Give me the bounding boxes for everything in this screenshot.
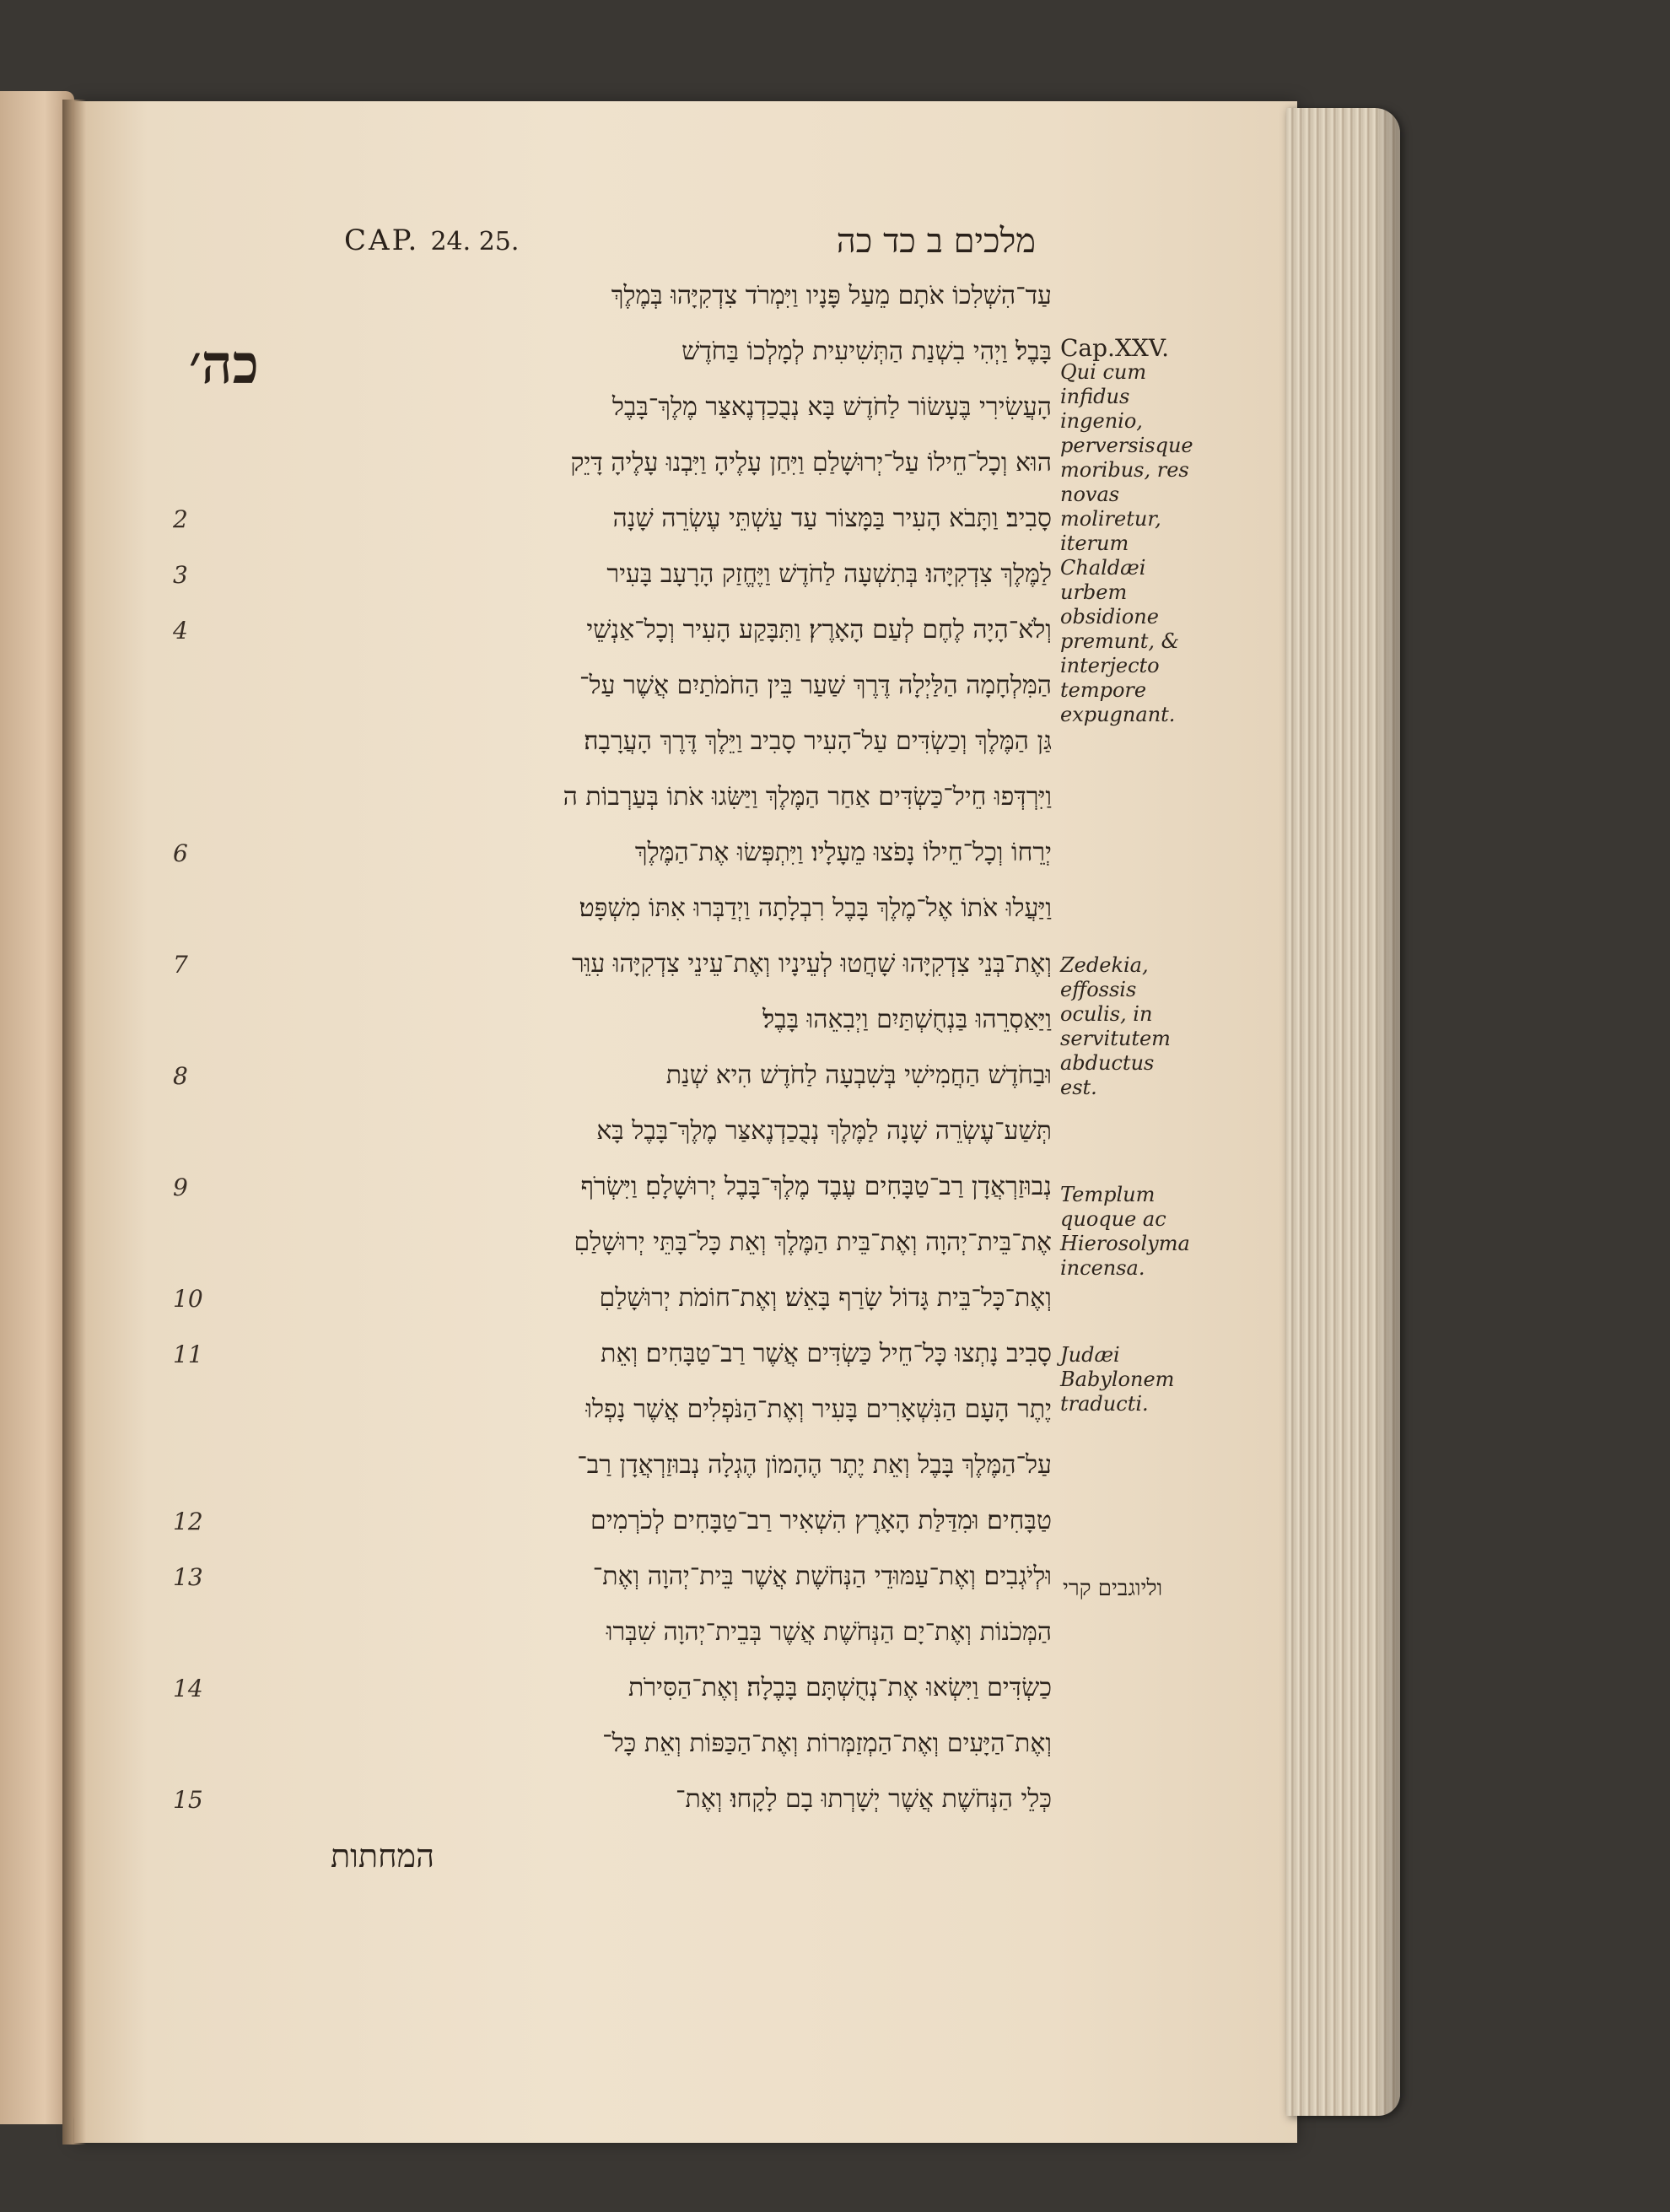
verse-number: 15 [173, 1785, 203, 1814]
margin-note-text: Zedekia, effossis oculis, in servitutem abductus est. [1060, 953, 1171, 1099]
text-line [173, 604, 1052, 656]
line-text: כְּלֵי הַנְּחֹשֶׁת אֲשֶׁר יְשָׁרְתוּ בָם לָקָחוּ׃ וְאֶת־ [675, 1784, 1052, 1814]
text-line [173, 715, 1052, 768]
line-text: בָּבֶל׃ וַיְהִי בִשְׁנַת הַתְּשִׁיעִית לְמָלְכוֹ בַּחֹדֶשׁ [681, 337, 1052, 366]
text-line [173, 381, 1052, 434]
margin-note-text: Templum quoque ac Hierosolyma incensa. [1060, 1183, 1190, 1280]
line-text: וְאֶת־בְּנֵי צִדְקִיָּהוּ שָׁחֲטוּ לְעֵינָיו וְאֶת־עֵינֵי צִדְקִיָּהוּ עִוֵּר [571, 949, 1052, 979]
text-line [173, 1328, 1052, 1380]
text-line [173, 1718, 1052, 1770]
verse-number: 2 [173, 504, 188, 533]
line-text: הַמִּלְחָמָה הַלַּיְלָה דֶּרֶךְ שַׁעַר בֵּין הַחֹמֹתַיִם אֲשֶׁר עַל־ [579, 671, 1052, 700]
text-line [173, 1161, 1052, 1213]
text-line [173, 1495, 1052, 1547]
line-text: נְבוּזַרְאֲדָן רַב־טַבָּחִים עֶבֶד מֶלֶךְ־בָּבֶל יְרוּשָׁלָםִ׃ וַיִּשְׂרֹף [580, 1172, 1052, 1201]
text-line [173, 1384, 1052, 1436]
text-line [173, 1272, 1052, 1325]
book-gutter [62, 100, 86, 2145]
verse-number: 7 [173, 950, 188, 979]
text-line [173, 1439, 1052, 1492]
verse-number: 10 [173, 1284, 203, 1313]
line-text: עַד־הִשְׁלִכוֹ אֹתָם מֵעַל פָּנָיו וַיִּמְרֹד צִדְקִיָּהוּ בְּמֶלֶךְ [611, 281, 1052, 310]
chapter-mark: כה׳ [189, 333, 259, 397]
verse-number: 3 [173, 560, 188, 589]
text-line [173, 1606, 1052, 1659]
catchword: המחתות [331, 1837, 434, 1875]
verse-number: 11 [173, 1340, 203, 1368]
line-text: גַּן הַמֶּלֶךְ וְכַשְׂדִּים עַל־הָעִיר סָבִיב וַיֵּלֶךְ דֶּרֶךְ הָעֲרָבָה׃ [584, 726, 1052, 756]
text-line [173, 437, 1052, 489]
text-line [173, 660, 1052, 712]
line-text: וּבַחֹדֶשׁ הַחֲמִישִׁי בְּשִׁבְעָה לַחֹדֶשׁ הִיא שְׁנַת [665, 1060, 1052, 1090]
text-line [173, 827, 1052, 879]
line-text: אֶת־בֵּית־יְהוָה וְאֶת־בֵּית הַמֶּלֶךְ וְאֵת כָּל־בָּתֵּי יְרוּשָׁלַםִ [574, 1227, 1052, 1257]
line-text: הוּא וְכָל־חֵילוֹ עַל־יְרוּשָׁלַםִ וַיִּחַן עָלֶיהָ וַיִּבְנוּ עָלֶיהָ דָּיֵק [570, 448, 1052, 477]
line-text: הָעֲשִׂירִי בֶּעָשׂוֹר לַחֹדֶשׁ בָּא נְבֻכַדְנֶאצַּר מֶלֶךְ־בָּבֶל [611, 392, 1052, 422]
text-line [173, 1049, 1052, 1102]
text-line [173, 938, 1052, 990]
running-head-hebrew: מלכים ב כד כה [836, 221, 1036, 261]
hebrew-text-block [173, 270, 1052, 1890]
line-text: סָבִיב׃ וַתָּבֹא הָעִיר בַּמָּצוֹר עַד עַשְׁתֵּי עֶשְׂרֵה שָׁנָה [612, 504, 1052, 533]
verse-number: 9 [173, 1173, 188, 1201]
margin-note-text: Judæi Babylonem traducti. [1060, 1343, 1175, 1416]
verse-number: 8 [173, 1061, 188, 1090]
text-line [173, 771, 1052, 823]
line-text: סָבִיב נָתְצוּ כָּל־חֵיל כַּשְׂדִּים אֲשֶׁר רַב־טַבָּחִים׃ וְאֵת [601, 1339, 1052, 1368]
margin-note-3 [1060, 1183, 1197, 1281]
margin-note-4 [1060, 1343, 1197, 1416]
verse-number: 14 [173, 1674, 203, 1702]
margin-note-2 [1060, 953, 1197, 1100]
line-text: יְרֵחוֹ וְכָל־חֵילוֹ נָפֹצוּ מֵעָלָיו׃ וַיִּתְפְּשׂוּ אֶת־הַמֶּלֶךְ [634, 838, 1052, 867]
text-line [173, 270, 1052, 322]
line-text: וַיַּאַסְרֵהוּ בַּנְחֻשְׁתַּיִם וַיְבִאֵהוּ בָּבֶל׃ [762, 1005, 1052, 1034]
line-text: וַיַּעֲלוּ אֹתוֹ אֶל־מֶלֶךְ בָּבֶל רִבְלָתָה וַיְדַבְּרוּ אִתּוֹ מִשְׁפָּט׃ [579, 893, 1052, 923]
line-text: עַל־הַמֶּלֶךְ בָּבֶל וְאֵת יֶתֶר הֶהָמוֹן הֶגְלָה נְבוּזַרְאֲדָן רַב־ [577, 1450, 1052, 1480]
margin-note-text: Qui cum infidus ingenio, perversisque moribus, res novas moliretur, iterum Chaldæi urbem obsidione premunt, & interjecto tempore expugnant. [1060, 360, 1193, 726]
line-text: וּלְיֹגְבִים׃ וְאֶת־עַמּוּדֵי הַנְּחֹשֶׁת אֲשֶׁר בֵּית־יְהוָה וְאֶת־ [592, 1562, 1052, 1591]
chapter-abbrev: CAP. [344, 224, 420, 257]
verse-number: 4 [173, 616, 188, 645]
running-head-chapter [344, 224, 519, 257]
verse-number: 13 [173, 1562, 203, 1591]
page-stack-edge [1286, 108, 1400, 2116]
verse-number: 12 [173, 1507, 203, 1535]
margin-qere-note: וליוגבים קרי [1063, 1576, 1163, 1601]
line-text: לַמֶּלֶךְ צִדְקִיָּהוּ׃ בְּתִשְׁעָה לַחֹדֶשׁ וַיֶּחֱזַק הָרָעָב בָּעִיר [606, 559, 1052, 589]
line-text: תְּשַׁע־עֶשְׂרֵה שָׁנָה לַמֶּלֶךְ נְבֻכַדְנֶאצַּר מֶלֶךְ־בָּבֶל בָּא [596, 1116, 1052, 1146]
line-text: וְאֶת־הַיָּעִים וְאֶת־הַמְזַמְּרוֹת וְאֶת־הַכַּפּוֹת וְאֵת כָּל־ [602, 1729, 1052, 1758]
margin-note-cap: Cap.XXV. [1060, 334, 1170, 362]
verse-number: 6 [173, 839, 188, 867]
text-line [173, 1773, 1052, 1826]
text-line [173, 493, 1052, 545]
line-text: הַמְּכֹנוֹת וְאֶת־יָם הַנְּחֹשֶׁת אֲשֶׁר בְּבֵית־יְהוָה שִׁבְּרוּ [606, 1617, 1052, 1647]
text-line [173, 1551, 1052, 1603]
line-text: יֶתֶר הָעָם הַנִּשְׁאָרִים בָּעִיר וְאֶת־הַנֹּפְלִים אֲשֶׁר נָפְלוּ [585, 1395, 1052, 1424]
margin-note-1 [1060, 336, 1197, 727]
line-text: וְלֹא־הָיָה לֶחֶם לְעַם הָאָרֶץ׃ וַתִּבָּקַע הָעִיר וְכָל־אַנְשֵׁי [586, 615, 1052, 645]
text-line [173, 882, 1052, 935]
text-line [173, 1105, 1052, 1157]
text-line [173, 548, 1052, 601]
line-text: וְאֶת־כָּל־בֵּית גָּדוֹל שָׂרַף בָּאֵשׁ׃ וְאֶת־חוֹמֹת יְרוּשָׁלַםִ [599, 1283, 1052, 1313]
chapter-numbers: 24. 25. [430, 227, 520, 256]
text-line [173, 1217, 1052, 1269]
text-line [173, 1662, 1052, 1714]
running-head [344, 215, 1036, 266]
text-line [173, 326, 1052, 378]
line-text: טַבָּחִים׃ וּמִדַּלַּת הָאָרֶץ הִשְׁאִיר רַב־טַבָּחִים לְכֹרְמִים [590, 1506, 1052, 1535]
line-text: כַשְׂדִּים וַיִּשְׂאוּ אֶת־נְחֻשְׁתָּם בָּבֶלָה׃ וְאֶת־הַסִּירֹת [628, 1673, 1052, 1702]
text-line [173, 994, 1052, 1046]
line-text: וַיִּרְדְּפוּ חֵיל־כַּשְׂדִּים אַחַר הַמֶּלֶךְ וַיַּשִּׂגוּ אֹתוֹ בְּעַרְבוֹת ה [563, 782, 1052, 812]
